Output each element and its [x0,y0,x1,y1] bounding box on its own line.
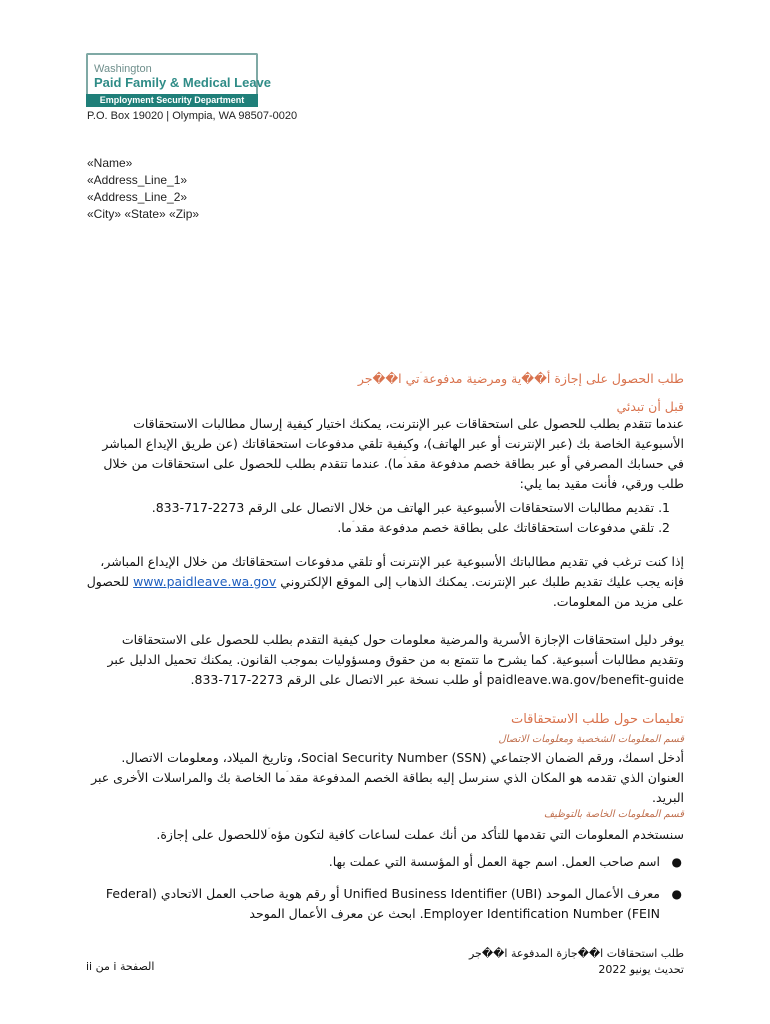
logo-department: Employment Security Department [86,94,258,107]
paper-application-limits-list [84,498,684,538]
po-box-address: P.O. Box 19020 | Olympia, WA 98507-0020 [87,110,298,122]
address-name: «Name» [87,156,133,170]
list-item: 2. تلقي مدفوعات استحقاقاتك على بطاقة خصم مدفوعة مقد ۤما. [337,520,670,535]
employment-bullets [84,852,684,936]
benefit-guide-paragraph: يوفر دليل استحقاقات الإجازة الأسرية والمرضية معلومات حول كيفية التقدم بطلب للحصول على الاستحقاقات وتقديم مطالبات أسبوعية. كما يشرح ما تتمتع به من حقوق ومسؤوليات بموجب القانون. يمكنك تحميل الدليل عبر paidleave.wa.gov/benefit-guide أو طلب نسخة عبر الاتصال على الرقم 2273-717-833. [107,632,684,687]
employment-section-heading: قسم المعلومات الخاصة بالتوظيف [543,809,684,820]
footer-form-title: طلب استحقاقات ا��جازة المدفوعة ا��جر [468,947,684,960]
bullet-icon: ● [671,887,682,901]
document-title: طلب الحصول على إجازة أ��ية ومرضية مدفوعة ۤتي ا��جر [357,371,684,386]
logo-washington: Washington [94,63,152,75]
online-paragraph-text: إذا كنت ترغب في تقديم مطالباتك الأسبوعية عبر الإنترنت أو تلقي مدفوعات استحقاقاتك من خلال الإيداع المباشر، فإنه يجب عليك تقديم طلبك عبر الإنترنت. يمكنك الذهاب إلى الموقع الإلكتروني [100,554,684,589]
address-line-2: «Address_Line_2» [87,190,188,204]
personal-info-paragraph: أدخل اسمك، ورقم الضمان الاجتماعي (Social Security Number (SSN، وتاريخ الميلاد، ومعلومات الاتصال. العنوان الذي تقدمه هو المكان الذي سنرسل إليه بطاقة الخصم المدفوعة مقد ۤما الخاصة بك والمراسلات الأخرى عبر البريد. [91,750,684,805]
list-item [84,884,684,924]
personal-info-section-heading: قسم المعلومات الشخصية ومعلومات الاتصال [498,734,684,745]
employment-paragraph: سنستخدم المعلومات التي تقدمها للتأكد من أنك عملت لساعات كافية لتكون مؤه ۤلاللحصول على إجازة. [156,827,684,842]
address-city-state-zip: «City» «State» «Zip» [87,207,200,221]
bullet-icon: ● [671,855,682,869]
list-item [84,852,684,872]
bullet-text: معرف الأعمال الموحد (Unified Business Identifier (UBI أو رقم هوية صاحب العمل الاتحادي (Federal Employer Identification Number (FEIN. ابحث عن معرف الأعمال الموحد [105,886,660,921]
logo-program-name: Paid Family & Medical Leave [94,75,272,90]
page-number: الصفحة i من ii [86,960,155,973]
footer-document-info [384,946,684,978]
list-item: 1. تقديم مطالبات الاستحقاقات الأسبوعية عبر الهاتف من خلال الاتصال على الرقم 2273-717-833. [151,500,670,515]
pfml-logo [86,53,272,106]
instructions-heading: تعليمات حول طلب الاستحقاقات [510,712,684,727]
recipient-address [87,155,199,223]
address-line-1: «Address_Line_1» [87,173,188,187]
online-application-paragraph [84,552,684,612]
paidleave-website-link[interactable]: www.paidleave.wa.gov [133,574,277,589]
before-start-heading: قبل أن تبدئي [616,399,684,414]
footer-revision-date: تحديث يونيو 2022 [598,963,684,976]
online-paragraph-text-end: للحصول على مزيد من المعلومات. [86,574,684,609]
intro-paragraph: عندما تتقدم بطلب للحصول على استحقاقات عبر الإنترنت، يمكنك اختيار كيفية إرسال مطالبات الاستحقاقات الأسبوعية الخاصة بك (عبر الإنترنت أو عبر الهاتف)، وكيفية تلقي مدفوعات استحقاقاتك (عن طريق الإيداع المباشر في حسابك المصرفي أو عبر بطاقة خصم مدفوعة مقد ۤما). عندما تتقدم بطلب للحصول على استحقاقات من خلال طلب ورقي، فأنت مقيد بما يلي: [102,416,684,491]
bullet-text: اسم صاحب العمل. اسم جهة العمل أو المؤسسة التي عملت بها. [328,854,660,869]
